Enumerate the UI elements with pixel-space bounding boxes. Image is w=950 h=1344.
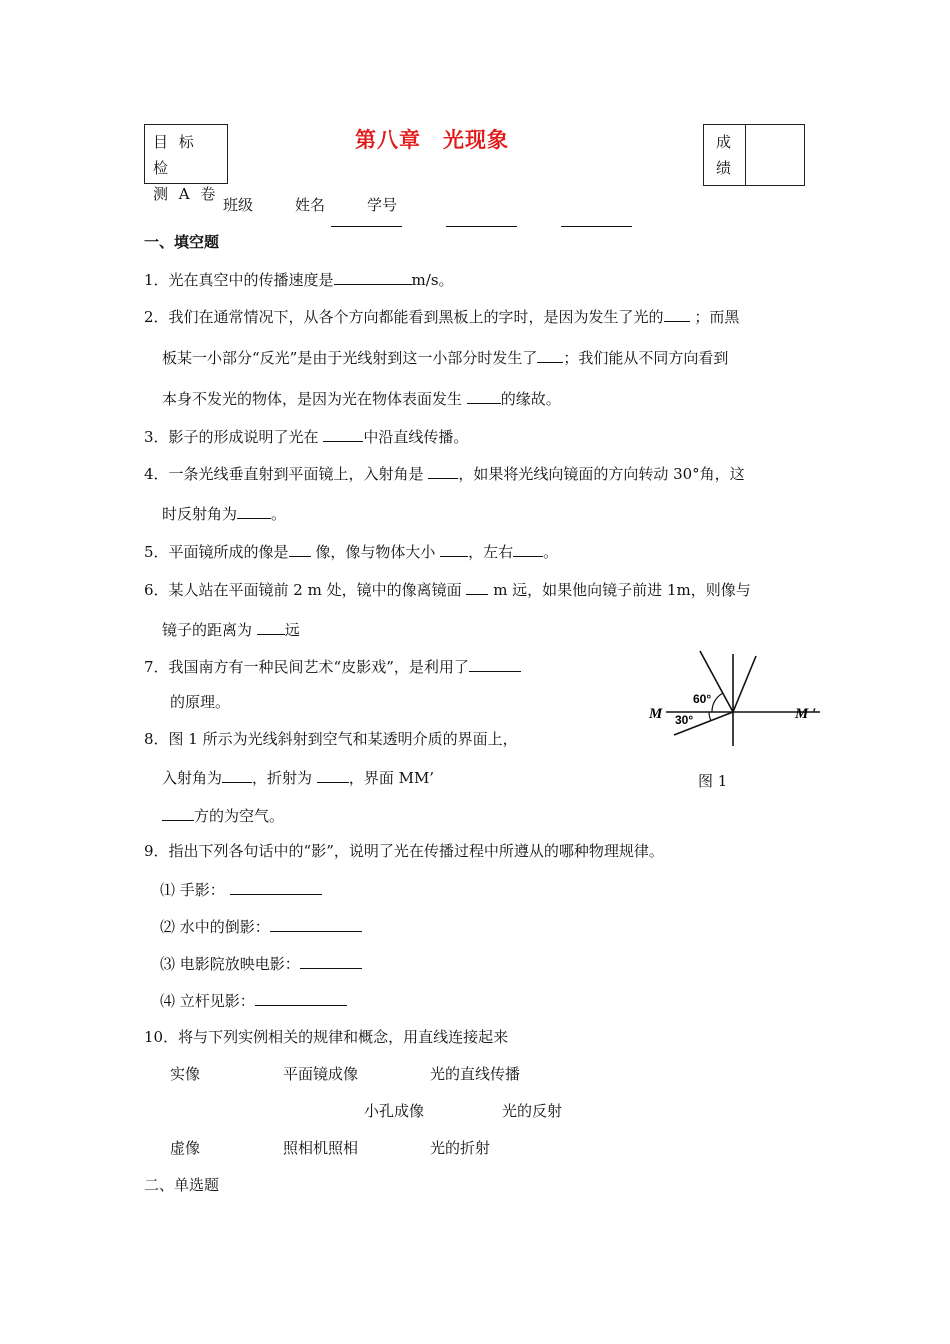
question-3 <box>144 425 468 447</box>
q8-blank-3[interactable] <box>162 804 194 821</box>
question-2-line-2 <box>162 346 728 368</box>
q3-blank[interactable] <box>323 425 363 442</box>
q10-pinhole: 小孔成像 <box>364 1102 425 1120</box>
question-9-stem: 9．指出下列各句话中的“影”，说明了光在传播过程中所遵从的哪种物理规律。 <box>144 842 664 860</box>
q9-item-1-label: ⑴ 手影： <box>160 881 225 899</box>
q9-item-4-label: ⑷ 立杆见影： <box>160 992 255 1010</box>
q9-blank-1[interactable] <box>230 878 322 895</box>
q4-text-d: 。 <box>271 505 287 523</box>
q2-blank-1[interactable] <box>664 305 690 322</box>
question-8-line-1: 8．图 1 所示为光线斜射到空气和某透明介质的界面上， <box>144 730 518 748</box>
q10-real-image: 实像 <box>170 1065 201 1083</box>
question-2-line-1 <box>144 305 739 327</box>
figure-1-caption: 图 1 <box>698 772 728 790</box>
question-7-line-2: 的原理。 <box>170 693 231 711</box>
q7-blank[interactable] <box>469 655 521 672</box>
q9-blank-3[interactable] <box>300 952 362 969</box>
q3-text-b: 中沿直线传播。 <box>363 428 469 446</box>
q8-text-e: 方的为空气。 <box>194 807 285 825</box>
q6-blank-1[interactable] <box>466 578 488 595</box>
target-test-line-1: 目 标 检 <box>153 133 197 177</box>
q5-blank-3[interactable] <box>513 540 543 557</box>
question-1 <box>144 268 454 290</box>
q1-suffix: m/s。 <box>411 271 454 289</box>
q9-blank-4[interactable] <box>255 989 347 1006</box>
q5-blank-1[interactable] <box>289 540 311 557</box>
question-9-item-2 <box>160 915 362 937</box>
q4-blank-1[interactable] <box>428 462 458 479</box>
question-2-line-3 <box>162 387 561 409</box>
target-test-line-2: 测 A 卷 <box>153 185 219 203</box>
question-7-line-1 <box>144 655 521 677</box>
number-label: 学号 <box>367 196 398 214</box>
label-m: M <box>649 706 663 722</box>
target-test-box <box>144 124 228 203</box>
q5-text-c: ，左右 <box>468 543 514 561</box>
q8-text-b: 入射角为 <box>162 769 223 787</box>
q2-blank-2[interactable] <box>537 346 563 363</box>
q5-blank-2[interactable] <box>440 540 468 557</box>
class-blank[interactable] <box>331 226 402 227</box>
q8-blank-1[interactable] <box>222 766 252 783</box>
question-5 <box>144 540 558 562</box>
q10-refraction: 光的折射 <box>430 1139 491 1157</box>
q2-text-e: 本身不发光的物体，是因为光在物体表面发生 <box>162 390 463 408</box>
q5-text-a: 5．平面镜所成的像是 <box>144 543 289 561</box>
name-label: 姓名 <box>295 196 326 214</box>
question-9-item-1 <box>160 878 322 900</box>
question-4-line-1 <box>144 462 745 484</box>
question-6-line-2 <box>162 618 300 640</box>
score-label-2: 绩 <box>716 159 732 177</box>
q2-text-f: 的缘故。 <box>500 390 561 408</box>
question-9-item-4 <box>160 989 347 1011</box>
q2-text-a: 2．我们在通常情况下，从各个方向都能看到黑板上的字时，是因为发生了光的 <box>144 308 664 326</box>
q2-blank-3[interactable] <box>467 387 501 404</box>
q2-text-d: ；我们能从不同方向看到 <box>563 349 729 367</box>
q2-text-c: 板某一小部分“反光”是由于光线射到这一小部分时发生了 <box>162 349 538 367</box>
q5-text-b: 像，像与物体大小 <box>315 543 436 561</box>
question-4-line-2 <box>162 502 286 524</box>
q4-text-b: ，如果将光线向镜面的方向转动 30°角，这 <box>458 465 745 483</box>
refraction-diagram <box>640 648 850 798</box>
label-60: 60° <box>693 692 712 706</box>
name-blank[interactable] <box>446 226 517 227</box>
number-blank[interactable] <box>561 226 632 227</box>
question-10-stem: 10．将与下列实例相关的规律和概念，用直线连接起来 <box>144 1028 509 1046</box>
question-6-line-1 <box>144 578 751 600</box>
ray-upper-right <box>733 656 756 712</box>
score-label <box>704 125 746 185</box>
q7-text-a: 7．我国南方有一种民间艺术“皮影戏”，是利用了 <box>144 658 469 676</box>
q2-text-b: ；而黑 <box>694 308 740 326</box>
q10-virtual-image: 虚像 <box>170 1139 201 1157</box>
score-label-1: 成 <box>716 133 732 151</box>
q5-text-d: 。 <box>543 543 559 561</box>
q8-text-c: ，折射为 <box>252 769 313 787</box>
question-8-line-3 <box>162 804 284 826</box>
q8-text-d: ，界面 MM’ <box>348 769 435 787</box>
arc-30 <box>709 712 711 721</box>
q6-text-b: m 远，如果他向镜子前进 1m，则像与 <box>493 581 751 599</box>
question-8-line-2 <box>162 766 434 788</box>
q9-item-2-label: ⑵ 水中的倒影： <box>160 918 270 936</box>
figure-1 <box>640 648 850 802</box>
section-1-heading: 一、填空题 <box>144 233 220 251</box>
score-box <box>703 124 805 186</box>
q6-blank-2[interactable] <box>257 618 285 635</box>
label-30: 30° <box>675 713 694 727</box>
q8-blank-2[interactable] <box>317 766 349 783</box>
q4-text-c: 时反射角为 <box>162 505 238 523</box>
q9-item-3-label: ⑶ 电影院放映电影： <box>160 955 300 973</box>
q6-text-a: 6．某人站在平面镜前 2 m 处，镜中的像离镜面 <box>144 581 462 599</box>
q6-text-c: 镜子的距离为 <box>162 621 253 639</box>
q10-rectilinear-propagation: 光的直线传播 <box>430 1065 521 1083</box>
question-9-item-3 <box>160 952 362 974</box>
q1-blank[interactable] <box>334 268 412 285</box>
q9-blank-2[interactable] <box>270 915 362 932</box>
q4-blank-2[interactable] <box>237 502 271 519</box>
chapter-title: 第八章 光现象 <box>355 128 509 152</box>
section-2-heading: 二、单选题 <box>144 1176 220 1194</box>
q10-plane-mirror: 平面镜成像 <box>283 1065 359 1083</box>
q6-text-d: 远 <box>284 621 300 639</box>
q3-text-a: 3．影子的形成说明了光在 <box>144 428 319 446</box>
arc-60 <box>712 693 723 712</box>
q1-text: 1．光在真空中的传播速度是 <box>144 271 334 289</box>
q4-text-a: 4．一条光线垂直射到平面镜上，入射角是 <box>144 465 424 483</box>
q10-reflection: 光的反射 <box>502 1102 563 1120</box>
q10-camera: 照相机照相 <box>283 1139 359 1157</box>
label-m-prime: M ′ <box>795 706 817 722</box>
class-label: 班级 <box>223 196 254 214</box>
